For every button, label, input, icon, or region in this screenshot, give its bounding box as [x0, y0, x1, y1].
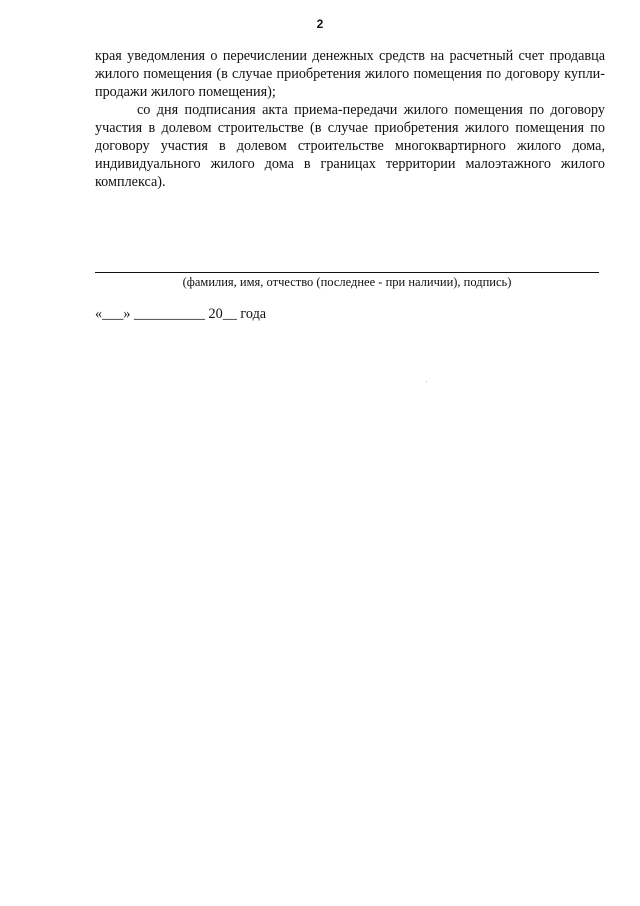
body-text	[95, 47, 605, 191]
date-line: «___» __________ 20__ года	[95, 306, 267, 322]
scan-speck	[426, 381, 427, 382]
paragraph-acceptance-act: со дня подписания акта приема-передачи жилого помещения по договору участия в долевом строительстве (в случае приобретения жилого помещения по договору участия в долевом строительстве многоквартирного жилого дома, индивидуального жилого дома в границах территории малоэтажного жилого комплекса).	[95, 102, 605, 190]
page-number: 2	[316, 17, 324, 31]
signature-line	[95, 272, 599, 273]
paragraph-continuation: края уведомления о перечислении денежных средств на расчетный счет продавца жилого помещения (в случае приобретения жилого помещения по договору купли-продажи жилого помещения);	[95, 48, 605, 100]
signature-caption: (фамилия, имя, отчество (последнее - при наличии), подпись)	[182, 275, 512, 289]
